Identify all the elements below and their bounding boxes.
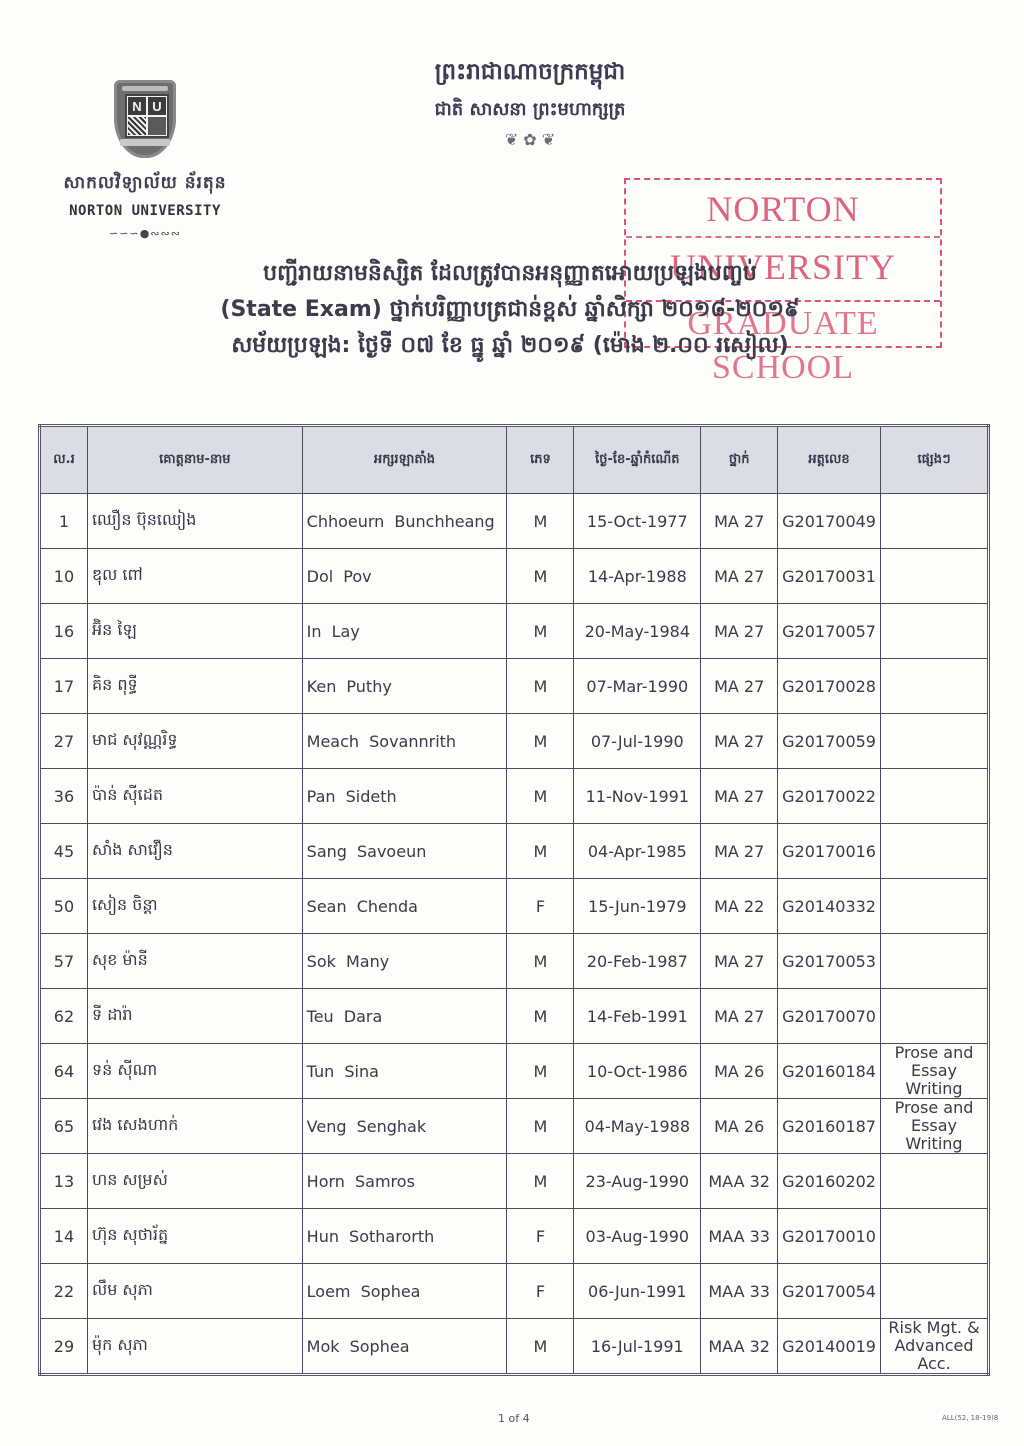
cell-student-id: G20170016 bbox=[778, 824, 881, 879]
title-exam-session: សម័យប្រឡង: ថ្ងៃទី ០៧ ខែ ធ្នូ ឆ្នាំ ២០១៩ (ម៉ោង ២.០០ រសៀល) bbox=[231, 333, 789, 358]
table-row bbox=[40, 1264, 989, 1319]
cell-dob: 07-Mar-1990 bbox=[574, 659, 701, 714]
crest-letter-u: U bbox=[148, 97, 166, 115]
column-header-sex: ភេទ bbox=[507, 426, 574, 494]
cell-name-khmer: ឌុល ពៅ bbox=[87, 549, 302, 604]
cell-sex: M bbox=[507, 769, 574, 824]
cell-name-latin: In Lay bbox=[302, 604, 507, 659]
cell-name-khmer: ហន សម្រស់ bbox=[87, 1154, 302, 1209]
cell-no: 1 bbox=[40, 494, 88, 549]
cell-sex: M bbox=[507, 824, 574, 879]
crest-hatch-quadrant bbox=[128, 117, 146, 135]
cell-name-khmer: សាំង សាវឿន bbox=[87, 824, 302, 879]
cell-note: Prose and Essay Writing bbox=[880, 1044, 988, 1099]
cell-sex: M bbox=[507, 604, 574, 659]
cell-class: MA 27 bbox=[701, 659, 778, 714]
cell-sex: M bbox=[507, 989, 574, 1044]
cell-note bbox=[880, 989, 988, 1044]
table-row bbox=[40, 879, 989, 934]
university-crest-icon bbox=[114, 80, 176, 158]
cell-note bbox=[880, 659, 988, 714]
cell-note bbox=[880, 714, 988, 769]
table-row bbox=[40, 1154, 989, 1209]
cell-note bbox=[880, 824, 988, 879]
kingdom-line-2: ជាតិ សាសនា ព្រះមហាក្សត្រ bbox=[434, 99, 626, 120]
cell-name-khmer: សុខ ម៉ានី bbox=[87, 934, 302, 989]
table-row bbox=[40, 934, 989, 989]
crest-letter-n: N bbox=[128, 97, 146, 115]
cell-class: MAA 33 bbox=[701, 1209, 778, 1264]
table-row bbox=[40, 549, 989, 604]
cell-name-khmer: សៀន ចិន្តា bbox=[87, 879, 302, 934]
cell-name-latin: Sok Many bbox=[302, 934, 507, 989]
column-header-note: ផ្សេងៗ bbox=[880, 426, 988, 494]
cell-student-id: G20140019 bbox=[778, 1319, 881, 1375]
cell-name-latin: Hun Sotharorth bbox=[302, 1209, 507, 1264]
cell-name-khmer: ឈឿន ប៊ុនឈៀង bbox=[87, 494, 302, 549]
cell-no: 50 bbox=[40, 879, 88, 934]
cell-name-latin: Veng Senghak bbox=[302, 1099, 507, 1154]
university-logo-block bbox=[40, 80, 250, 240]
cell-dob: 23-Aug-1990 bbox=[574, 1154, 701, 1209]
cell-no: 62 bbox=[40, 989, 88, 1044]
cell-note bbox=[880, 1154, 988, 1209]
table-row bbox=[40, 989, 989, 1044]
cell-no: 10 bbox=[40, 549, 88, 604]
cell-note bbox=[880, 1264, 988, 1319]
cell-class: MAA 32 bbox=[701, 1319, 778, 1375]
table-row bbox=[40, 1209, 989, 1264]
cell-class: MA 27 bbox=[701, 824, 778, 879]
cell-class: MA 27 bbox=[701, 604, 778, 659]
cell-name-latin: Chhoeurn Bunchheang bbox=[302, 494, 507, 549]
cell-class: MA 22 bbox=[701, 879, 778, 934]
cell-name-khmer: ម៉ុក សុភា bbox=[87, 1319, 302, 1375]
cell-name-latin: Tun Sina bbox=[302, 1044, 507, 1099]
university-name-english: NORTON UNIVERSITY bbox=[69, 203, 221, 219]
cell-name-khmer: លឹម សុភា bbox=[87, 1264, 302, 1319]
cell-sex: F bbox=[507, 1209, 574, 1264]
cell-no: 36 bbox=[40, 769, 88, 824]
cell-class: MA 27 bbox=[701, 494, 778, 549]
page-number: 1 of 4 bbox=[498, 1412, 530, 1425]
cell-sex: F bbox=[507, 879, 574, 934]
cell-student-id: G20170028 bbox=[778, 659, 881, 714]
cell-sex: M bbox=[507, 659, 574, 714]
table-row bbox=[40, 494, 989, 549]
cell-class: MA 27 bbox=[701, 934, 778, 989]
cell-note bbox=[880, 879, 988, 934]
cell-no: 22 bbox=[40, 1264, 88, 1319]
cell-no: 14 bbox=[40, 1209, 88, 1264]
table-row bbox=[40, 714, 989, 769]
cell-note: Risk Mgt. & Advanced Acc. bbox=[880, 1319, 988, 1375]
cell-no: 17 bbox=[40, 659, 88, 714]
document-title bbox=[150, 258, 870, 362]
table-row bbox=[40, 1099, 989, 1154]
cell-sex: M bbox=[507, 934, 574, 989]
cell-class: MA 27 bbox=[701, 769, 778, 824]
cell-student-id: G20170054 bbox=[778, 1264, 881, 1319]
cell-class: MA 27 bbox=[701, 549, 778, 604]
cell-note bbox=[880, 934, 988, 989]
cell-sex: M bbox=[507, 494, 574, 549]
cell-name-latin: Horn Samros bbox=[302, 1154, 507, 1209]
cell-class: MA 27 bbox=[701, 714, 778, 769]
column-header-id: អត្តលេខ bbox=[778, 426, 881, 494]
crest-bottom-banner bbox=[120, 139, 170, 146]
cell-note bbox=[880, 769, 988, 824]
cell-name-latin: Mok Sophea bbox=[302, 1319, 507, 1375]
cell-class: MA 26 bbox=[701, 1044, 778, 1099]
kingdom-ornament-icon: ❦ ✿ ❦ bbox=[504, 130, 556, 149]
table-row bbox=[40, 659, 989, 714]
cell-dob: 11-Nov-1991 bbox=[574, 769, 701, 824]
cell-class: MAA 33 bbox=[701, 1264, 778, 1319]
table-row bbox=[40, 604, 989, 659]
cell-name-latin: Dol Pov bbox=[302, 549, 507, 604]
cell-name-khmer: មាជ សុវណ្ណរិទ្ធ bbox=[87, 714, 302, 769]
cell-student-id: G20160202 bbox=[778, 1154, 881, 1209]
cell-note bbox=[880, 549, 988, 604]
cell-no: 65 bbox=[40, 1099, 88, 1154]
cell-sex: M bbox=[507, 1154, 574, 1209]
cell-name-khmer: ហ៊ុន សុថារ័ត្ន bbox=[87, 1209, 302, 1264]
cell-no: 29 bbox=[40, 1319, 88, 1375]
cell-name-latin: Loem Sophea bbox=[302, 1264, 507, 1319]
cell-no: 45 bbox=[40, 824, 88, 879]
document-code: ALL(52, 18-19)8 bbox=[942, 1414, 999, 1422]
student-roster-table bbox=[38, 424, 990, 1376]
column-header-no: ល.រ bbox=[40, 426, 88, 494]
cell-dob: 04-May-1988 bbox=[574, 1099, 701, 1154]
column-header-class: ថ្នាក់ bbox=[701, 426, 778, 494]
cell-dob: 04-Apr-1985 bbox=[574, 824, 701, 879]
crest-emblem-quadrant bbox=[148, 117, 166, 135]
column-header-name-latin: អក្សរឡាតាំង bbox=[302, 426, 507, 494]
cell-student-id: G20170031 bbox=[778, 549, 881, 604]
crest-shield bbox=[125, 94, 169, 138]
cell-class: MA 26 bbox=[701, 1099, 778, 1154]
cell-student-id: G20170022 bbox=[778, 769, 881, 824]
title-state-exam: (State Exam) bbox=[220, 297, 382, 322]
title-line-2 bbox=[150, 294, 870, 326]
table-row bbox=[40, 1044, 989, 1099]
table-row bbox=[40, 1319, 989, 1375]
cell-sex: M bbox=[507, 549, 574, 604]
cell-name-khmer: ទី ដារ៉ា bbox=[87, 989, 302, 1044]
cell-dob: 20-Feb-1987 bbox=[574, 934, 701, 989]
kingdom-line-1: ព្រះរាជាណាចក្រកម្ពុជា bbox=[434, 59, 626, 85]
cell-name-latin: Sean Chenda bbox=[302, 879, 507, 934]
cell-no: 57 bbox=[40, 934, 88, 989]
cell-sex: F bbox=[507, 1264, 574, 1319]
cell-name-latin: Sang Savoeun bbox=[302, 824, 507, 879]
title-line-1: បញ្ជីរាយនាមនិស្សិត ដែលត្រូវបានអនុញ្ញាតអោយប្រឡងបញ្ចប់ bbox=[263, 261, 757, 286]
cell-sex: M bbox=[507, 1319, 574, 1375]
cell-name-latin: Pan Sideth bbox=[302, 769, 507, 824]
cell-student-id: G20170053 bbox=[778, 934, 881, 989]
stamp-bottom-text: GRADUATE SCHOOL bbox=[687, 305, 879, 386]
cell-student-id: G20160184 bbox=[778, 1044, 881, 1099]
cell-dob: 20-May-1984 bbox=[574, 604, 701, 659]
table-row bbox=[40, 769, 989, 824]
cell-name-latin: Meach Sovannrith bbox=[302, 714, 507, 769]
cell-student-id: G20170070 bbox=[778, 989, 881, 1044]
cell-dob: 06-Jun-1991 bbox=[574, 1264, 701, 1319]
cell-dob: 15-Oct-1977 bbox=[574, 494, 701, 549]
cell-dob: 15-Jun-1979 bbox=[574, 879, 701, 934]
cell-class: MAA 32 bbox=[701, 1154, 778, 1209]
cell-name-khmer: ទន់ ស៊ីណា bbox=[87, 1044, 302, 1099]
cell-note bbox=[880, 604, 988, 659]
cell-note bbox=[880, 494, 988, 549]
cell-sex: M bbox=[507, 714, 574, 769]
table-row bbox=[40, 824, 989, 879]
title-degree-year: ថ្នាក់បរិញ្ញាបត្រជាន់ខ្ពស់ ឆ្នាំសិក្សា ២០១៨-២០១៩ bbox=[389, 297, 800, 322]
ornament-divider-icon: ∽∽∽●∾∾∾ bbox=[109, 227, 181, 240]
university-name-khmer: សាកលវិទ្យាល័យ ន័រតុន bbox=[63, 173, 227, 193]
cell-note bbox=[880, 1209, 988, 1264]
cell-student-id: G20160187 bbox=[778, 1099, 881, 1154]
cell-student-id: G20170010 bbox=[778, 1209, 881, 1264]
cell-name-khmer: ប៉ាន់ ស៊ីដេត bbox=[87, 769, 302, 824]
cell-sex: M bbox=[507, 1099, 574, 1154]
cell-no: 16 bbox=[40, 604, 88, 659]
cell-name-latin: Teu Dara bbox=[302, 989, 507, 1044]
cell-name-latin: Ken Puthy bbox=[302, 659, 507, 714]
cell-dob: 03-Aug-1990 bbox=[574, 1209, 701, 1264]
cell-dob: 14-Apr-1988 bbox=[574, 549, 701, 604]
table-header-row bbox=[40, 426, 989, 494]
column-header-dob: ថ្ងៃ-ខែ-ឆ្នាំកំណើត bbox=[574, 426, 701, 494]
cell-student-id: G20170057 bbox=[778, 604, 881, 659]
kingdom-motto bbox=[340, 58, 720, 149]
cell-name-khmer: អ៊ិន ឡៃ bbox=[87, 604, 302, 659]
cell-dob: 16-Jul-1991 bbox=[574, 1319, 701, 1375]
cell-class: MA 27 bbox=[701, 989, 778, 1044]
column-header-name-khmer: គោត្តនាម-នាម bbox=[87, 426, 302, 494]
cell-name-khmer: វេង សេងហាក់ bbox=[87, 1099, 302, 1154]
cell-student-id: G20140332 bbox=[778, 879, 881, 934]
cell-name-khmer: គិន ពុទ្ធី bbox=[87, 659, 302, 714]
cell-note: Prose and Essay Writing bbox=[880, 1099, 988, 1154]
cell-student-id: G20170059 bbox=[778, 714, 881, 769]
cell-no: 13 bbox=[40, 1154, 88, 1209]
cell-sex: M bbox=[507, 1044, 574, 1099]
cell-no: 27 bbox=[40, 714, 88, 769]
cell-dob: 10-Oct-1986 bbox=[574, 1044, 701, 1099]
cell-dob: 07-Jul-1990 bbox=[574, 714, 701, 769]
stamp-top-text: NORTON UNIVERSITY bbox=[626, 180, 940, 238]
cell-dob: 14-Feb-1991 bbox=[574, 989, 701, 1044]
cell-student-id: G20170049 bbox=[778, 494, 881, 549]
crest-top-banner bbox=[122, 86, 168, 91]
cell-no: 64 bbox=[40, 1044, 88, 1099]
